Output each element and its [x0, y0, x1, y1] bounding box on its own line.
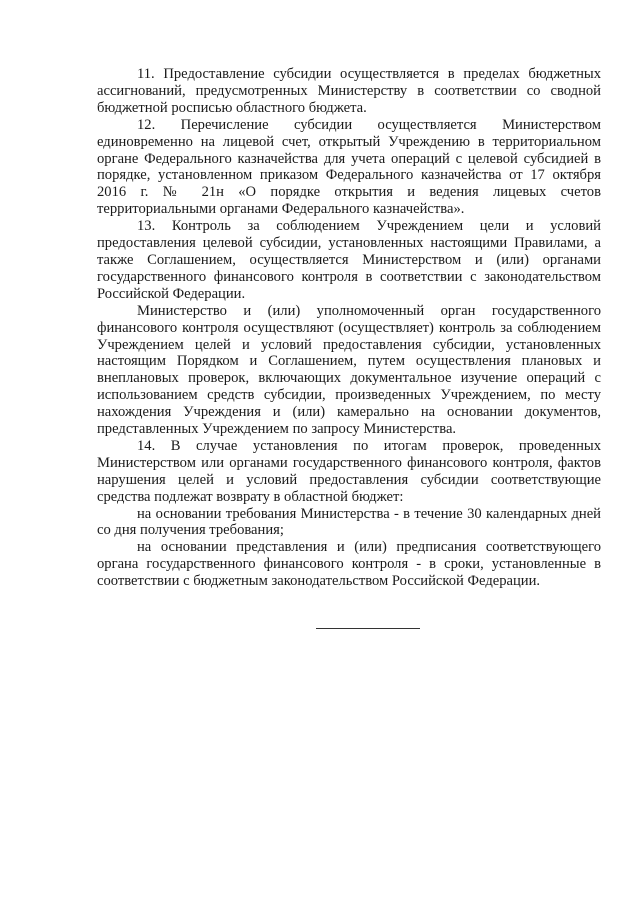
paragraph-14: 14. В случае установления по итогам проверок, проведенных Министерством или органами государственного финансового контроля, фактов нарушения целей и условий предоставления субсидии соответствующие средства подлежат возврату в областной бюджет:	[97, 437, 601, 505]
paragraph-11: 11. Предоставление субсидии осуществляется в пределах бюджетных ассигнований, предусмотренных Министерству в соответствии со сводной бюджетной росписью областного бюджета.	[97, 66, 601, 116]
paragraph-14-requirement: на основании требования Министерства - в течение 30 календарных дней со дня получения требования;	[97, 505, 601, 539]
document-body	[97, 66, 601, 590]
paragraph-14-representation: на основании представления и (или) предписания соответствующего органа государственного финансового контроля - в сроки, установленные в соответствии с бюджетным законодательством Российской Федерации.	[97, 539, 601, 590]
end-divider-line	[316, 628, 420, 629]
paragraph-13-control: Министерство и (или) уполномоченный орган государственного финансового контроля осуществляют (осуществляет) контроль за соблюдением Учреждением целей и условий предоставления субсидии, установленных настоящим Порядком и Соглашением, путем осуществления плановых и внеплановых проверок, включающих документальное изучение операций с использованием средств субсидии, произведенных Учреждением, по месту нахождения Учреждения и (или) камерально на основании документов, представленных Учреждением по запросу Министерства.	[97, 302, 601, 438]
paragraph-12: 12. Перечисление субсидии осуществляется Министерством единовременно на лицевой счет, открытый Учреждению в территориальном органе Федерального казначейства для учета операций с целевой субсидией в порядке, установленном приказом Федерального казначейства от 17 октября 2016 г. № 21н «О порядке открытия и ведения лицевых счетов территориальными органами Федерального казначейства».	[97, 116, 601, 218]
paragraph-13: 13. Контроль за соблюдением Учреждением цели и условий предоставления целевой субсидии, установленных настоящими Правилами, а также Соглашением, осуществляется Министерством и (или) органами государственного финансового контроля в соответствии с законодательством Российской Федерации.	[97, 218, 601, 302]
